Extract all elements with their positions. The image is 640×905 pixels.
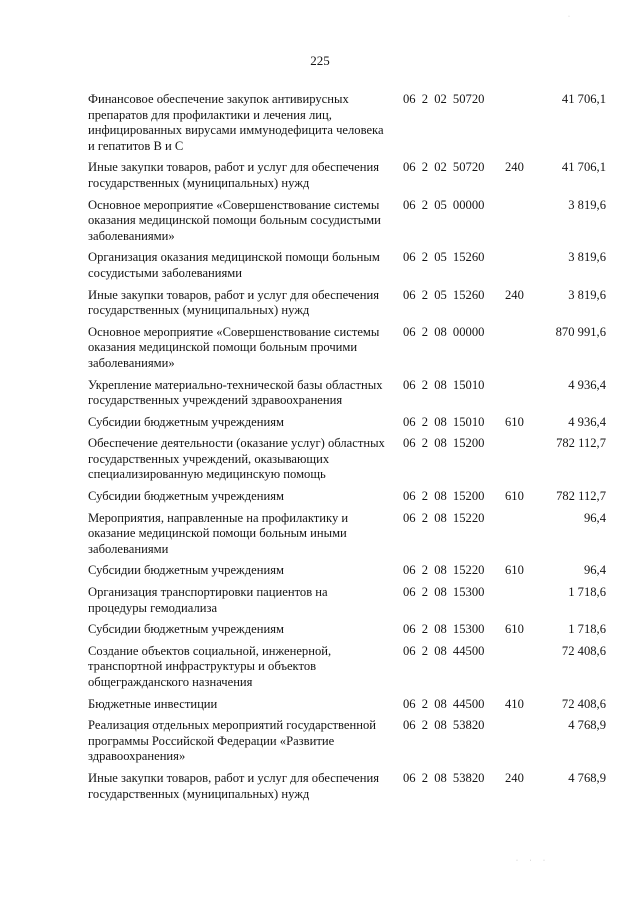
amount: 4 936,4 bbox=[568, 414, 606, 429]
target-article-code: 06 2 08 53820 bbox=[403, 718, 485, 733]
row-name: Иные закупки товаров, работ и услуг для обеспечения государственных (муниципальных) нужд bbox=[88, 770, 380, 801]
row-name: Иные закупки товаров, работ и услуг для обеспечения государственных (муниципальных) нужд bbox=[88, 160, 380, 190]
row-name: Создание объектов социальной, инженерной, транспортной инфраструктуры и объектов общегражданского назначения bbox=[88, 643, 332, 689]
scan-speck: · bbox=[568, 14, 570, 20]
target-article-code: 06 2 02 50720 bbox=[403, 92, 485, 106]
table-row bbox=[88, 160, 606, 191]
expense-type-code: 610 bbox=[505, 489, 524, 504]
table-row bbox=[88, 92, 606, 154]
target-article-code: 06 2 08 15300 bbox=[403, 622, 485, 637]
table-row bbox=[88, 644, 606, 691]
table-row bbox=[88, 436, 606, 483]
table-row bbox=[88, 622, 606, 638]
target-article-code: 06 2 08 15010 bbox=[403, 377, 485, 392]
target-article-code: 06 2 08 15220 bbox=[403, 563, 485, 578]
table-row bbox=[88, 511, 606, 558]
amount: 72 408,6 bbox=[561, 643, 606, 658]
table-row bbox=[88, 378, 606, 409]
table-row bbox=[88, 250, 606, 281]
row-name: Субсидии бюджетным учреждениям bbox=[88, 622, 284, 637]
table-row bbox=[88, 697, 606, 713]
row-name: Укрепление материально-технической базы областных государственных учреждений здравоохранения bbox=[88, 377, 383, 408]
row-name: Бюджетные инвестиции bbox=[88, 696, 218, 711]
table-row bbox=[88, 325, 606, 372]
budget-table bbox=[88, 92, 606, 808]
amount: 782 112,7 bbox=[556, 489, 606, 504]
amount: 72 408,6 bbox=[561, 696, 606, 711]
row-name: Субсидии бюджетным учреждениям bbox=[88, 489, 284, 504]
row-name: Финансовое обеспечение закупок антивирусных препаратов для профилактики и лечения лиц, инфицированных вирусами иммунодефицита человека и гепатитов В и С bbox=[88, 92, 384, 153]
target-article-code: 06 2 08 15200 bbox=[403, 489, 485, 504]
row-name: Организация оказания медицинской помощи больным сосудистыми заболеваниями bbox=[88, 250, 380, 280]
expense-type-code: 610 bbox=[505, 622, 524, 637]
table-row bbox=[88, 563, 606, 579]
table-row bbox=[88, 585, 606, 616]
row-name: Основное мероприятие «Совершенствование системы оказания медицинской помощи больным сосудистыми заболеваниями» bbox=[88, 197, 381, 243]
page-number: 225 bbox=[310, 53, 330, 68]
amount: 96,4 bbox=[583, 563, 606, 578]
target-article-code: 06 2 08 44500 bbox=[403, 696, 485, 711]
amount: 870 991,6 bbox=[555, 324, 606, 339]
target-article-code: 06 2 08 00000 bbox=[403, 324, 485, 339]
target-article-code: 06 2 08 15220 bbox=[403, 510, 485, 525]
target-article-code: 06 2 08 15010 bbox=[403, 414, 485, 429]
expense-type-code: 240 bbox=[505, 770, 524, 785]
target-article-code: 06 2 05 00000 bbox=[403, 197, 485, 212]
row-name: Реализация отдельных мероприятий государственной программы Российской Федерации «Развитие здравоохранения» bbox=[88, 718, 377, 764]
row-name: Мероприятия, направленные на профилактику и оказание медицинской помощи больным иными заболеваниями bbox=[88, 510, 349, 556]
target-article-code: 06 2 08 15300 bbox=[403, 585, 485, 600]
target-article-code: 06 2 02 50720 bbox=[403, 160, 485, 175]
row-name: Иные закупки товаров, работ и услуг для обеспечения государственных (муниципальных) нужд bbox=[88, 287, 380, 318]
row-name: Основное мероприятие «Совершенствование системы оказания медицинской помощи больным прочими заболеваниями» bbox=[88, 324, 380, 370]
row-name: Обеспечение деятельности (оказание услуг) областных государственных учреждений, оказывающих специализированную медицинскую помощь bbox=[88, 436, 385, 482]
table-row bbox=[88, 718, 606, 765]
target-article-code: 06 2 05 15260 bbox=[403, 250, 485, 265]
amount: 1 718,6 bbox=[568, 585, 606, 600]
target-article-code: 06 2 08 53820 bbox=[403, 770, 485, 785]
table-row bbox=[88, 288, 606, 319]
amount: 1 718,6 bbox=[568, 622, 606, 637]
target-article-code: 06 2 05 15260 bbox=[403, 287, 485, 302]
amount: 41 706,1 bbox=[561, 92, 606, 106]
expense-type-code: 240 bbox=[505, 160, 524, 175]
amount: 3 819,6 bbox=[568, 287, 606, 302]
table-row bbox=[88, 489, 606, 505]
expense-type-code: 240 bbox=[505, 287, 524, 302]
amount: 96,4 bbox=[583, 510, 606, 525]
scan-specks: · · · bbox=[516, 858, 550, 864]
amount: 4 768,9 bbox=[568, 718, 606, 733]
amount: 4 936,4 bbox=[568, 377, 606, 392]
amount: 4 768,9 bbox=[568, 770, 606, 785]
expense-type-code: 610 bbox=[505, 414, 524, 429]
table-row bbox=[88, 198, 606, 245]
amount: 3 819,6 bbox=[568, 197, 606, 212]
row-name: Субсидии бюджетным учреждениям bbox=[88, 563, 284, 578]
amount: 41 706,1 bbox=[561, 160, 606, 175]
amount: 3 819,6 bbox=[568, 250, 606, 265]
row-name: Организация транспортировки пациентов на процедуры гемодиализа bbox=[88, 585, 328, 615]
expense-type-code: 610 bbox=[505, 563, 524, 578]
table-row bbox=[88, 771, 606, 802]
target-article-code: 06 2 08 15200 bbox=[403, 436, 485, 451]
amount: 782 112,7 bbox=[556, 436, 606, 451]
target-article-code: 06 2 08 44500 bbox=[403, 643, 485, 658]
expense-type-code: 410 bbox=[505, 696, 524, 711]
row-name: Субсидии бюджетным учреждениям bbox=[88, 414, 284, 429]
table-row bbox=[88, 415, 606, 431]
